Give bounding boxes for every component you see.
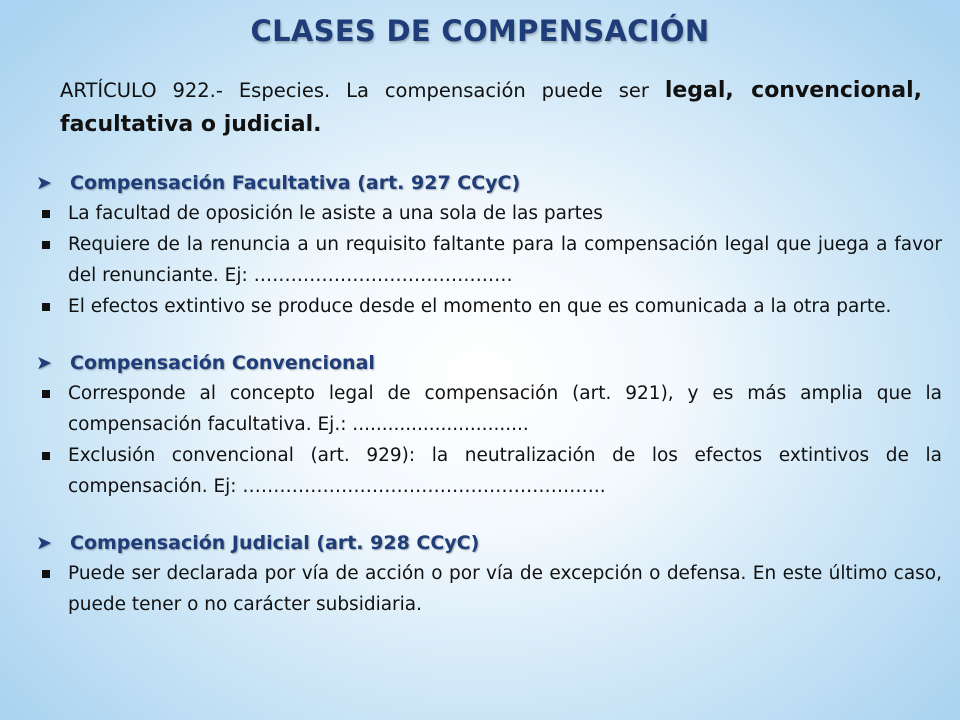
list-item-text: La facultad de oposición le asiste a una sola de las partes — [68, 203, 603, 224]
slide-title: CLASES DE COMPENSACIÓN — [250, 14, 710, 48]
square-bullet-icon — [42, 210, 50, 218]
section-heading-label: Compensación Judicial (art. 928 CCyC) — [70, 532, 480, 554]
section-heading — [36, 168, 942, 198]
section-heading — [36, 348, 942, 378]
list-item-text: Requiere de la renuncia a un requisito faltante para la compensación legal que juega a favor del renunciante. Ej: …………………………………… — [68, 234, 942, 286]
square-bullet-icon — [42, 452, 50, 460]
sections-list — [36, 168, 942, 646]
list-item-text: Puede ser declarada por vía de acción o por vía de excepción o defensa. En este último caso, puede tener o no carácter subsidiaria. — [68, 563, 942, 615]
square-bullet-icon — [42, 570, 50, 578]
list-item-text: Corresponde al concepto legal de compensación (art. 921), y es más amplia que la compensación facultativa. Ej.: .............................. — [68, 383, 942, 435]
list-item-text: Exclusión convencional (art. 929): la neutralización de los efectos extintivos de la compensación. Ej: ………………………………………………….. — [68, 445, 942, 497]
section-facultativa — [36, 168, 942, 322]
section-heading — [36, 528, 942, 558]
list-item — [36, 229, 942, 291]
arrow-bullet-icon: ➤ — [36, 352, 52, 374]
list-item — [36, 558, 942, 620]
article-intro — [60, 74, 922, 142]
section-heading-label: Compensación Facultativa (art. 927 CCyC) — [70, 172, 521, 194]
article-intro-emphasis: legal, convencional, facultativa o judicial. — [60, 78, 922, 138]
section-heading-label: Compensación Convencional — [70, 352, 375, 374]
list-item — [36, 291, 942, 322]
square-bullet-icon — [42, 390, 50, 398]
list-item-text: El efectos extintivo se produce desde el momento en que es comunicada a la otra parte. — [68, 296, 892, 317]
arrow-bullet-icon: ➤ — [36, 172, 52, 194]
section-convencional — [36, 348, 942, 502]
square-bullet-icon — [42, 303, 50, 311]
list-item — [36, 198, 942, 229]
arrow-bullet-icon: ➤ — [36, 532, 52, 554]
section-judicial — [36, 528, 942, 620]
square-bullet-icon — [42, 241, 50, 249]
article-intro-text: ARTÍCULO 922.- Especies. La compensación puede ser — [60, 79, 665, 102]
list-item — [36, 440, 942, 502]
list-item — [36, 378, 942, 440]
